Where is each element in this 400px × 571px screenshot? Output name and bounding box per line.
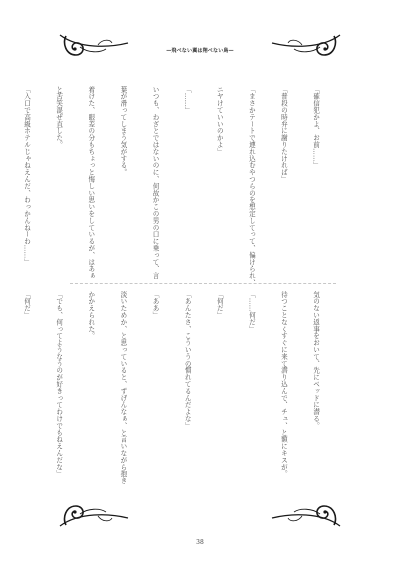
- upper-text-block: [22, 86, 342, 287]
- text-line: 「……」: [183, 86, 192, 114]
- text-line: 「あんたさ、こういうの慣れてるんだよな」: [183, 291, 192, 429]
- bottom-right-swirl-ornament: [270, 496, 342, 530]
- text-line: 「まさかテートで連れ込むやつらのを想定してって、偏けられ、: [247, 86, 256, 287]
- text-line: 葉が滑ってしまう気がする。: [118, 86, 127, 176]
- page-number: 38: [196, 539, 204, 546]
- text-line: 「……何だ」: [247, 291, 256, 333]
- section-divider: [70, 283, 336, 284]
- running-title: —飛べない翼は翔べない鳥—: [166, 48, 234, 54]
- text-line: 淡いためか、と思っていると、ずげんなぁ、と言いながら抱き: [118, 291, 127, 485]
- text-line: 気のない返事をおいて、先にベッドに潜る。: [311, 291, 320, 429]
- text-line: 「何だ」: [22, 291, 31, 319]
- top-left-swirl-ornament: [58, 31, 130, 65]
- text-line: かかえられた。: [86, 291, 95, 340]
- lower-text-block: [22, 291, 342, 491]
- text-line: 「ああ」: [151, 291, 160, 319]
- text-line: 「確信犯かよ、お前……」: [311, 86, 320, 169]
- top-right-swirl-ornament: [270, 31, 342, 65]
- text-line: 「入口で高級ホテルじゃねえんだ、わっかんねーわ……」: [22, 86, 31, 266]
- text-line: 待つことなくすぐに来て潜り込んで、チュ、と額にキスが。: [279, 291, 288, 478]
- text-line: 着けた、眼差の分もちょっと悔しい思いをしているが、はあぁ: [86, 86, 95, 280]
- bottom-left-swirl-ornament: [58, 496, 130, 530]
- text-line: 「何だ」: [215, 291, 224, 319]
- text-line: ニヤけていいのかよ」: [215, 86, 224, 155]
- text-line: 「でも、何ってようなうのが好きってわけでもねえんだな」: [54, 291, 63, 478]
- text-line: いつも、わざとではないのに、何故かこの男の口に乗って、言: [151, 86, 160, 280]
- text-line: と苦笑混ぜ直した。: [54, 86, 63, 149]
- text-line: 「普段の時弁に謝りたければ」: [279, 86, 288, 183]
